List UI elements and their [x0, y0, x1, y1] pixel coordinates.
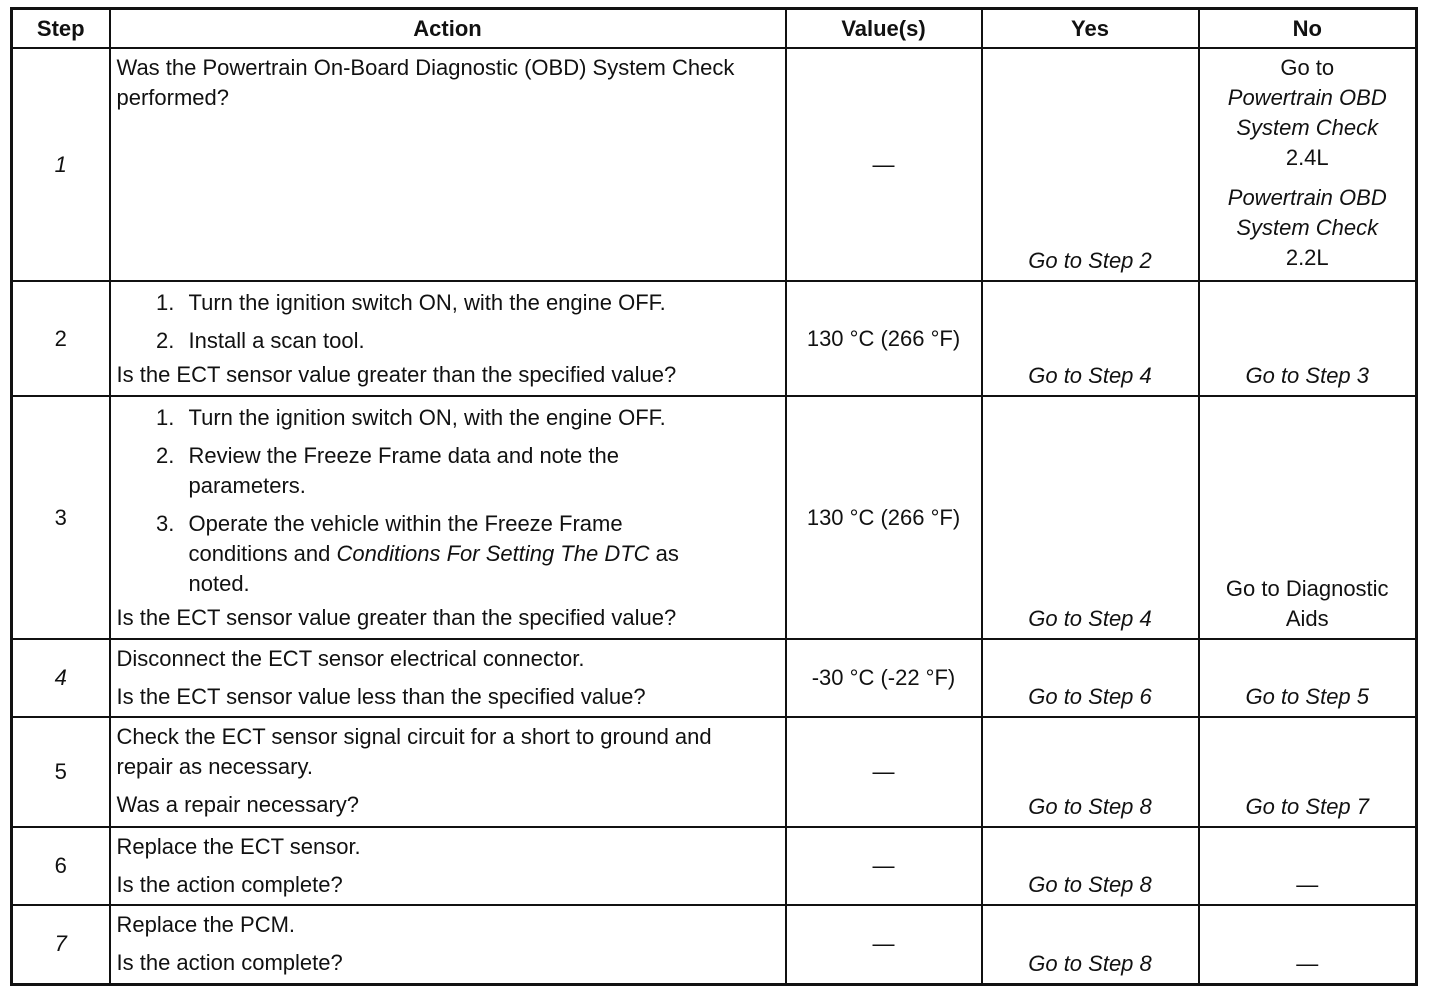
header-values: Value(s): [786, 9, 982, 49]
no-link-22l-suffix: 2.2L: [1285, 245, 1329, 270]
header-row: [12, 9, 1417, 49]
no-goto: Go to: [1280, 55, 1335, 80]
diagnostic-table: [10, 7, 1418, 986]
no-link-24l[interactable]: Powertrain OBD System Check: [1227, 85, 1387, 140]
step-number: 5: [12, 717, 110, 827]
instruction-list: [117, 288, 779, 356]
step-number: 6: [12, 827, 110, 905]
instruction-item: 2. Install a scan tool.: [181, 326, 779, 356]
yes-cell: Go to Step 4: [982, 396, 1199, 639]
question-text: Is the action complete?: [116, 872, 343, 897]
instruction-text: Operate the vehicle within the Freeze Frame conditions and: [188, 511, 623, 566]
value-cell: 130 °C (266 °F): [786, 281, 982, 396]
value-cell: —: [786, 905, 982, 984]
no-cell: Go to Step 7: [1199, 717, 1417, 827]
instruction-text: as noted.: [188, 541, 679, 596]
header-yes: Yes: [982, 9, 1199, 49]
step-number: 1: [12, 48, 110, 281]
value-cell: —: [786, 717, 982, 827]
no-cell: Go to Step 5: [1199, 639, 1417, 717]
yes-cell: Go to Step 8: [982, 717, 1199, 827]
question-text: Is the ECT sensor value greater than the specified value?: [116, 605, 677, 630]
no-link-24l-suffix: 2.4L: [1285, 145, 1329, 170]
table-row: [12, 905, 1417, 984]
table-row: [12, 717, 1417, 827]
header-no: No: [1199, 9, 1417, 49]
instruction-item: 1. Turn the ignition switch ON, with the engine OFF.: [181, 403, 779, 433]
value-cell: -30 °C (-22 °F): [786, 639, 982, 717]
no-cell: Go to Step 3: [1199, 281, 1417, 396]
question-text: Was a repair necessary?: [116, 792, 360, 817]
step-number: 2: [12, 281, 110, 396]
action-cell: [110, 717, 786, 827]
instruction-list: [117, 403, 779, 599]
step-number: 4: [12, 639, 110, 717]
table-row: [12, 281, 1417, 396]
no-cell: [1199, 48, 1417, 281]
step-number: 3: [12, 396, 110, 639]
action-cell: [110, 48, 786, 281]
yes-cell: Go to Step 4: [982, 281, 1199, 396]
header-step: Step: [12, 9, 110, 49]
yes-cell: Go to Step 8: [982, 905, 1199, 984]
instruction-item: 1. Turn the ignition switch ON, with the engine OFF.: [181, 288, 779, 318]
action-text: Check the ECT sensor signal circuit for a short to ground and repair as necessary.: [116, 724, 712, 779]
no-link-22l[interactable]: Powertrain OBD System Check: [1227, 185, 1387, 240]
instruction-item: [181, 509, 779, 599]
table-row: [12, 639, 1417, 717]
yes-cell: Go to Step 6: [982, 639, 1199, 717]
step-number: 7: [12, 905, 110, 984]
no-cell: —: [1199, 827, 1417, 905]
no-cell: Go to Diagnostic Aids: [1199, 396, 1417, 639]
question-text: Is the action complete?: [116, 950, 343, 975]
action-text: Replace the ECT sensor.: [116, 834, 361, 859]
instruction-item: 2. Review the Freeze Frame data and note the parameters.: [181, 441, 779, 501]
value-cell: —: [786, 48, 982, 281]
question-text: Is the ECT sensor value less than the specified value?: [116, 684, 646, 709]
action-cell: [110, 396, 786, 639]
action-text: Was the Powertrain On-Board Diagnostic (OBD) System Check performed?: [116, 55, 735, 110]
action-text: Replace the PCM.: [116, 912, 296, 937]
value-cell: 130 °C (266 °F): [786, 396, 982, 639]
action-cell: [110, 827, 786, 905]
action-text: Disconnect the ECT sensor electrical connector.: [116, 646, 585, 671]
no-cell: —: [1199, 905, 1417, 984]
yes-cell: Go to Step 2: [982, 48, 1199, 281]
question-text: Is the ECT sensor value greater than the specified value?: [116, 362, 677, 387]
header-action: Action: [110, 9, 786, 49]
action-cell: [110, 639, 786, 717]
value-cell: —: [786, 827, 982, 905]
action-cell: [110, 281, 786, 396]
table-row: [12, 48, 1417, 281]
table-row: [12, 396, 1417, 639]
table-row: [12, 827, 1417, 905]
action-cell: [110, 905, 786, 984]
yes-cell: Go to Step 8: [982, 827, 1199, 905]
conditions-link[interactable]: Conditions For Setting The DTC: [336, 541, 650, 566]
